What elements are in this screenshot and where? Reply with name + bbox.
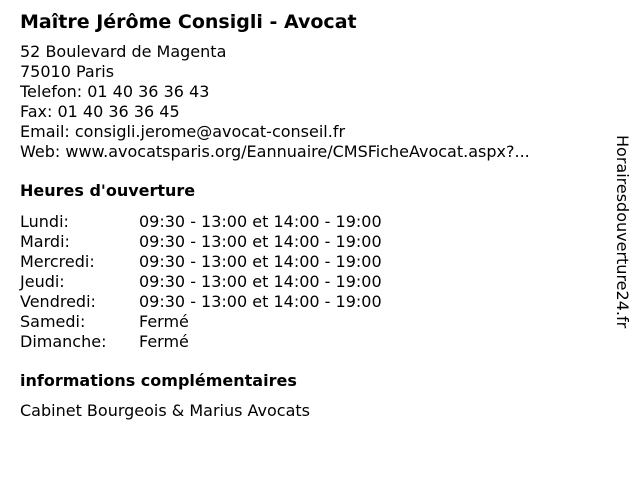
page-title: Maître Jérôme Consigli - Avocat	[20, 11, 357, 33]
hours-row	[20, 292, 610, 312]
listing-card	[20, 10, 610, 421]
hours-time: 09:30 - 13:00 et 14:00 - 19:00	[139, 232, 382, 251]
extra-info-heading: informations complémentaires	[20, 371, 297, 390]
fax-line: Fax: 01 40 36 36 45	[20, 102, 180, 121]
hours-table	[20, 212, 610, 352]
extra-info-text: Cabinet Bourgeois & Marius Avocats	[20, 401, 311, 420]
address-line-city: 75010 Paris	[20, 62, 115, 81]
web-line: Web: www.avocatsparis.org/Eannuaire/CMSFicheAvocat.aspx?...	[20, 142, 530, 161]
hours-time: Fermé	[139, 332, 189, 351]
address-line-street: 52 Boulevard de Magenta	[20, 42, 227, 61]
hours-day: Lundi:	[20, 212, 69, 231]
hours-row	[20, 272, 610, 292]
hours-time: 09:30 - 13:00 et 14:00 - 19:00	[139, 292, 382, 311]
contact-block	[20, 42, 610, 162]
hours-day: Mardi:	[20, 232, 70, 251]
phone-line: Telefon: 01 40 36 36 43	[20, 82, 210, 101]
hours-row	[20, 312, 610, 332]
hours-time: Fermé	[139, 312, 189, 331]
hours-heading: Heures d'ouverture	[20, 181, 196, 200]
hours-day: Samedi:	[20, 312, 86, 331]
email-line: Email: consigli.jerome@avocat-conseil.fr	[20, 122, 346, 141]
hours-day: Jeudi:	[20, 272, 65, 291]
hours-day: Dimanche:	[20, 332, 107, 351]
hours-time: 09:30 - 13:00 et 14:00 - 19:00	[139, 252, 382, 271]
hours-row	[20, 332, 610, 352]
hours-day: Mercredi:	[20, 252, 95, 271]
hours-time: 09:30 - 13:00 et 14:00 - 19:00	[139, 272, 382, 291]
hours-row	[20, 212, 610, 232]
hours-row	[20, 252, 610, 272]
hours-time: 09:30 - 13:00 et 14:00 - 19:00	[139, 212, 382, 231]
site-watermark: Horairesdouverture24.fr	[613, 135, 632, 329]
hours-row	[20, 232, 610, 252]
hours-day: Vendredi:	[20, 292, 96, 311]
